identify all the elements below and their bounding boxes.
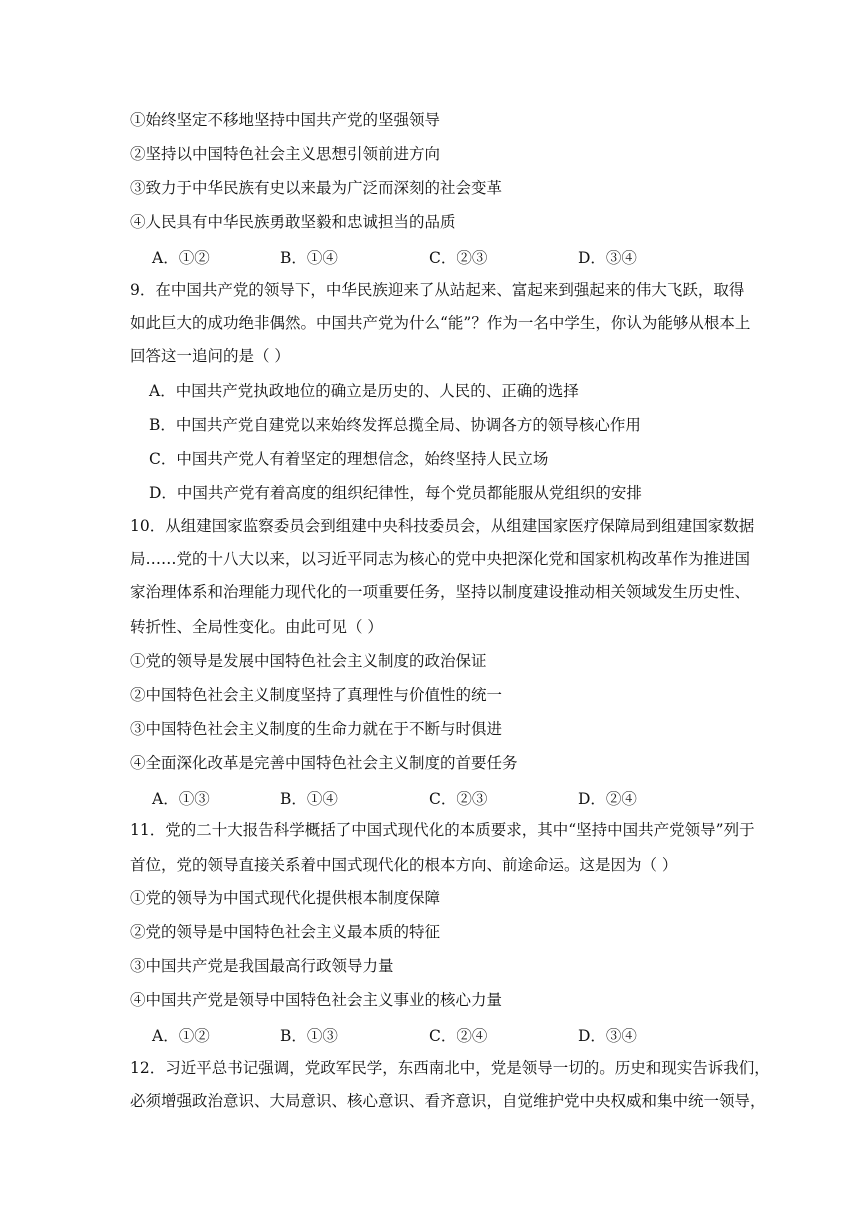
q8-option-c[interactable]: C．②③: [429, 249, 488, 267]
q11-statement-3: ③中国共产党是我国最高行政领导力量: [130, 957, 394, 975]
q8-options: [152, 246, 752, 266]
q12-stem-line-2: 必须增强政治意识、大局意识、核心意识、看齐意识，自觉维护党中央权威和集中统一领导，: [130, 1092, 766, 1110]
q10-statement-1: ①党的领导是发展中国特色社会主义制度的政治保证: [130, 652, 487, 670]
q9-stem-line-3: 回答这一追问的是（ ）: [130, 347, 290, 365]
q8-statement-1: ①始终坚定不移地坚持中国共产党的坚强领导: [130, 111, 441, 129]
q8-statement-3: ③致力于中华民族有史以来最为广泛而深刻的社会变革: [130, 179, 503, 197]
q10-option-b[interactable]: B．①④: [280, 790, 338, 808]
q9-option-a[interactable]: A．中国共产党执政地位的确立是历史的、人民的、正确的选择: [149, 382, 579, 400]
q11-statement-2: ②党的领导是中国特色社会主义最本质的特征: [130, 923, 441, 941]
q10-stem-line-2: 局……党的十八大以来，以习近平同志为核心的党中央把深化党和国家机构改革作为推进国: [130, 550, 751, 568]
q10-stem-line-3: 家治理体系和治理能力现代化的一项重要任务，坚持以制度建设推动相关领域发生历史性、: [130, 583, 751, 601]
q10-option-d[interactable]: D．②④: [578, 790, 637, 808]
q9-stem-line-1: 9．在中国共产党的领导下，中华民族迎来了从站起来、富起来到强起来的伟大飞跃，取得: [130, 281, 745, 299]
q8-statement-4: ④人民具有中华民族勇敢坚毅和忠诚担当的品质: [130, 213, 456, 231]
q12-stem-line-1: 12．习近平总书记强调，党政军民学，东西南北中，党是领导一切的。历史和现实告诉我们，: [130, 1059, 770, 1077]
q8-option-a[interactable]: A．①②: [152, 249, 210, 267]
q10-option-c[interactable]: C．②③: [429, 790, 488, 808]
q11-option-d[interactable]: D．③④: [578, 1027, 637, 1045]
q10-options: [152, 787, 752, 807]
q8-option-b[interactable]: B．①④: [280, 249, 338, 267]
q11-statement-4: ④中国共产党是领导中国特色社会主义事业的核心力量: [130, 991, 503, 1009]
q10-statement-3: ③中国特色社会主义制度的生命力就在于不断与时俱进: [130, 720, 503, 738]
q11-statement-1: ①党的领导为中国式现代化提供根本制度保障: [130, 889, 441, 907]
q10-option-a[interactable]: A．①③: [152, 790, 210, 808]
q10-statement-4: ④全面深化改革是完善中国特色社会主义制度的首要任务: [130, 754, 518, 772]
q8-statement-2: ②坚持以中国特色社会主义思想引领前进方向: [130, 145, 441, 163]
q11-options: [152, 1024, 752, 1044]
q11-option-c[interactable]: C．②④: [429, 1027, 488, 1045]
q11-option-b[interactable]: B．①③: [280, 1027, 338, 1045]
q9-stem-line-2: 如此巨大的成功绝非偶然。中国共产党为什么“能”？作为一名中学生，你认为能够从根本上: [130, 314, 751, 332]
q9-option-d[interactable]: D．中国共产党有着高度的组织纪律性，每个党员都能服从党组织的安排: [149, 484, 642, 502]
q9-option-c[interactable]: C．中国共产党人有着坚定的理想信念，始终坚持人民立场: [149, 450, 549, 468]
q8-option-d[interactable]: D．③④: [578, 249, 637, 267]
q11-option-a[interactable]: A．①②: [152, 1027, 210, 1045]
q10-statement-2: ②中国特色社会主义制度坚持了真理性与价值性的统一: [130, 686, 503, 704]
q9-option-b[interactable]: B．中国共产党自建党以来始终发挥总揽全局、协调各方的领导核心作用: [149, 416, 641, 434]
q10-stem-line-1: 10．从组建国家监察委员会到组建中央科技委员会，从组建国家医疗保障局到组建国家数据: [130, 517, 755, 535]
q11-stem-line-1: 11．党的二十大报告科学概括了中国式现代化的本质要求，其中“坚持中国共产党领导”列于: [130, 821, 755, 839]
q11-stem-line-2: 首位，党的领导直接关系着中国式现代化的根本方向、前途命运。这是因为（ ）: [130, 856, 678, 874]
q10-stem-line-4: 转折性、全局性变化。由此可见（ ）: [130, 618, 383, 636]
